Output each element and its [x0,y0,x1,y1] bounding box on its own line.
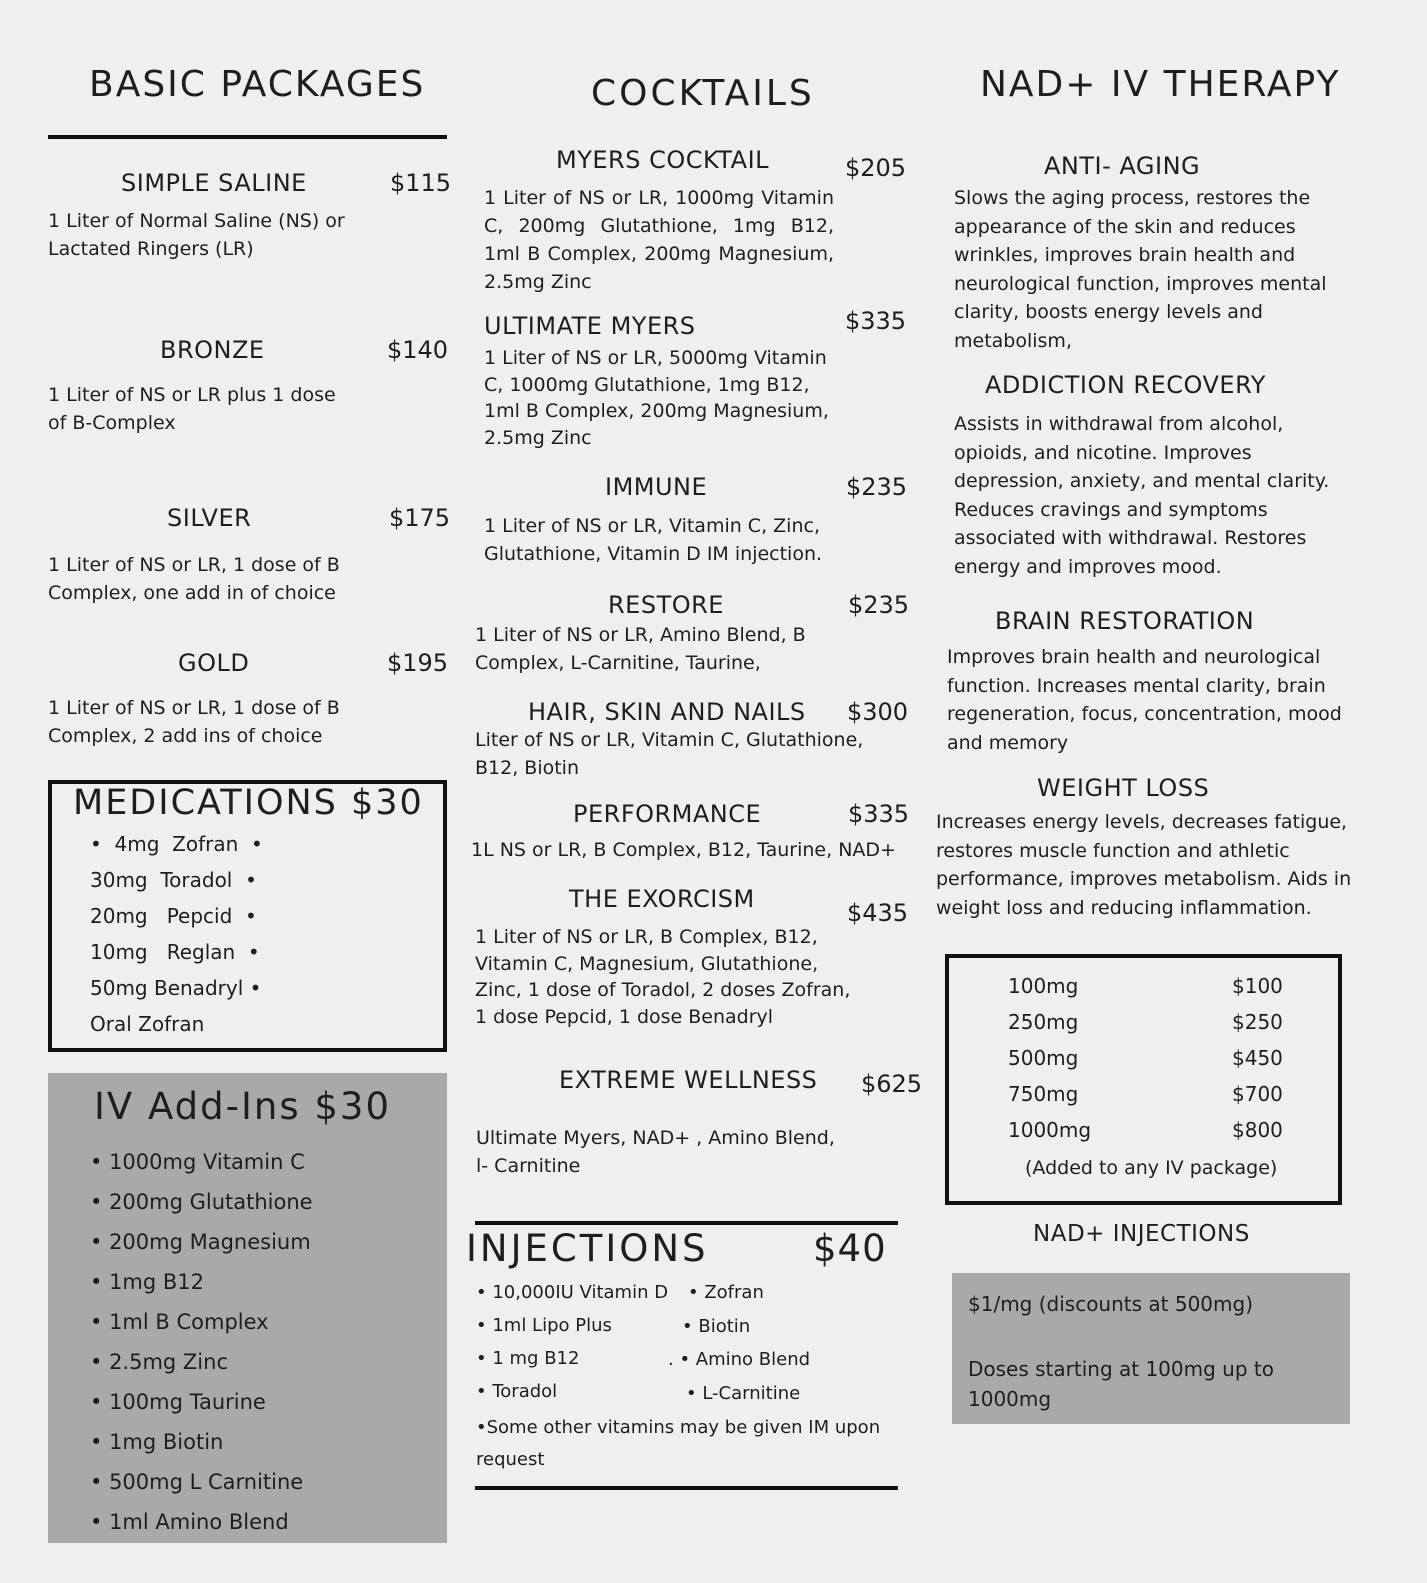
cocktail-description: 1 Liter of NS or LR, B Complex, B12, Vitamin C, Magnesium, Glutathione, Zinc, 1 dose of Toradol, 2 doses Zofran, 1 dose Pepcid, 1 dose Benadryl [475,926,851,1028]
nad-item-description: Assists in withdrawal from alcohol, opioids, and nicotine. Improves depression, anxiety, and mental clarity. Reduces cravings and symptoms associated with withdrawal. Restores energy and improves mood. [954,413,1330,578]
cocktail-price: $435 [847,899,909,927]
medication-row: 30mg Toradol • [90,868,257,892]
cocktail-description: Ultimate Myers, NAD+ , Amino Blend, l- Carnitine [476,1127,835,1177]
nad-dose: 1000mg [1008,1118,1092,1142]
cocktail-description: 1 Liter of NS or LR, 1000mg Vitamin C, 200mg Glutathione, 1mg B12, 1ml B Complex, 200mg Magnesium, 2.5mg Zinc [484,187,834,293]
nad-item-description: Improves brain health and neurological function. Increases mental clarity, brain regeneration, focus, concentration, mood and memory [947,646,1342,754]
injection-item: • Toradol [476,1381,558,1402]
package-name: SILVER [167,504,252,532]
nad-injections-line2: Doses starting at 100mg up to 1000mg [968,1357,1274,1411]
medications-list [90,826,263,1042]
package-name: SIMPLE SALINE [121,169,307,197]
cocktail-price: $335 [848,800,910,828]
package-description: 1 Liter of NS or LR plus 1 dose of B-Complex [48,384,336,434]
nad-price: $100 [1232,974,1283,998]
cocktail-name: MYERS COCKTAIL [556,146,770,174]
package-price: $175 [389,504,451,532]
injections-price: $40 [813,1227,887,1270]
injection-item: • Biotin [682,1316,751,1337]
nad-price-note: (Added to any IV package) [1025,1157,1278,1179]
medication-row: 20mg Pepcid • [90,904,257,928]
cocktail-price: $235 [848,591,910,619]
cocktail-price: $205 [845,154,907,182]
addin-item: • 1mg B12 [90,1270,205,1294]
addin-item: • 1ml B Complex [90,1310,269,1334]
nad-injections-line1: $1/mg (discounts at 500mg) [968,1292,1254,1316]
cocktail-name: RESTORE [608,591,724,619]
cocktail-description: 1 Liter of NS or LR, Amino Blend, B Complex, L-Carnitine, Taurine, [475,624,806,674]
nad-price: $450 [1232,1046,1283,1070]
addin-item: • 1000mg Vitamin C [90,1150,305,1174]
cocktails-heading: COCKTAILS [591,73,815,114]
injection-item: • 1 mg B12 [476,1348,580,1369]
injection-item: . • Amino Blend [668,1349,811,1370]
cocktail-description: 1 Liter of NS or LR, Vitamin C, Zinc, Glutathione, Vitamin D IM injection. [484,515,823,565]
addin-item: • 200mg Magnesium [90,1230,311,1254]
cocktail-price: $300 [847,698,909,726]
addin-item: • 1mg Biotin [90,1430,224,1454]
nad-item-name: WEIGHT LOSS [1037,774,1210,802]
nad-price: $800 [1232,1118,1283,1142]
medication-row: Oral Zofran [90,1012,205,1036]
nad-dose: 250mg [1008,1010,1079,1034]
basic-packages-heading: BASIC PACKAGES [89,64,426,105]
cocktail-name: IMMUNE [605,473,708,501]
cocktail-name: ULTIMATE MYERS [484,312,696,340]
addin-item: • 1ml Amino Blend [90,1510,289,1534]
injection-item: • Zofran [688,1282,764,1303]
nad-dose: 100mg [1008,974,1079,998]
cocktail-description: 1 Liter of NS or LR, 5000mg Vitamin C, 1000mg Glutathione, 1mg B12, 1ml B Complex, 200mg Magnesium, 2.5mg Zinc [484,347,829,449]
cocktail-price: $235 [846,473,908,501]
nad-injections-heading: NAD+ INJECTIONS [1033,1221,1250,1247]
nad-dose: 500mg [1008,1046,1079,1070]
nad-dose: 750mg [1008,1082,1079,1106]
addin-item: • 100mg Taurine [90,1390,266,1414]
medication-row: 10mg Reglan • [90,940,260,964]
nad-item-description: Increases energy levels, decreases fatigue, restores muscle function and athletic performance, improves metabolism. Aids in weight loss and reducing inflammation. [936,811,1352,919]
nad-item-description: Slows the aging process, restores the appearance of the skin and reduces wrinkles, improves brain health and neurological function, improves mental clarity, boosts energy levels and metabolism, [954,187,1327,352]
addin-item: • 200mg Glutathione [90,1190,313,1214]
nad-item-name: BRAIN RESTORATION [995,607,1255,635]
injections-heading: INJECTIONS [466,1227,709,1270]
divider [475,1486,898,1490]
addins-list [90,1142,313,1542]
package-price: $140 [387,336,449,364]
nad-item-name: ADDICTION RECOVERY [985,371,1266,399]
medication-row: • 4mg Zofran • [90,832,263,856]
cocktail-name: HAIR, SKIN AND NAILS [528,698,806,726]
divider [48,135,447,139]
package-name: GOLD [178,649,250,677]
package-description: 1 Liter of Normal Saline (NS) or Lactated Ringers (LR) [48,210,345,260]
nad-item-name: ANTI- AGING [1044,152,1201,180]
divider [475,1221,898,1225]
cocktail-description: 1L NS or LR, B Complex, B12, Taurine, NAD+ [471,839,896,861]
package-name: BRONZE [160,336,265,364]
addins-heading: IV Add-Ins $30 [94,1085,391,1128]
cocktail-description: Liter of NS or LR, Vitamin C, Glutathione, B12, Biotin [475,729,864,779]
nad-therapy-heading: NAD+ IV THERAPY [980,64,1341,105]
injections-left-list [476,1276,668,1408]
medications-heading: MEDICATIONS $30 [73,783,424,823]
nad-price: $700 [1232,1082,1283,1106]
cocktail-price: $335 [845,307,907,335]
injection-item: • 1ml Lipo Plus [476,1315,612,1336]
cocktail-price: $625 [861,1070,923,1098]
injection-item: • L-Carnitine [686,1383,801,1404]
injection-item: • 10,000IU Vitamin D [476,1282,669,1303]
injections-note: •Some other vitamins may be given IM upon request [476,1417,881,1470]
cocktail-name: PERFORMANCE [573,800,762,828]
addin-item: • 500mg L Carnitine [90,1470,304,1494]
package-price: $195 [387,649,449,677]
medication-row: 50mg Benadryl • [90,976,262,1000]
package-price: $115 [390,169,452,197]
nad-price: $250 [1232,1010,1283,1034]
cocktail-name: THE EXORCISM [569,885,755,913]
addin-item: • 2.5mg Zinc [90,1350,228,1374]
cocktail-name: EXTREME WELLNESS [559,1066,818,1094]
package-description: 1 Liter of NS or LR, 1 dose of B Complex, one add in of choice [48,554,340,604]
package-description: 1 Liter of NS or LR, 1 dose of B Complex, 2 add ins of choice [48,697,340,747]
